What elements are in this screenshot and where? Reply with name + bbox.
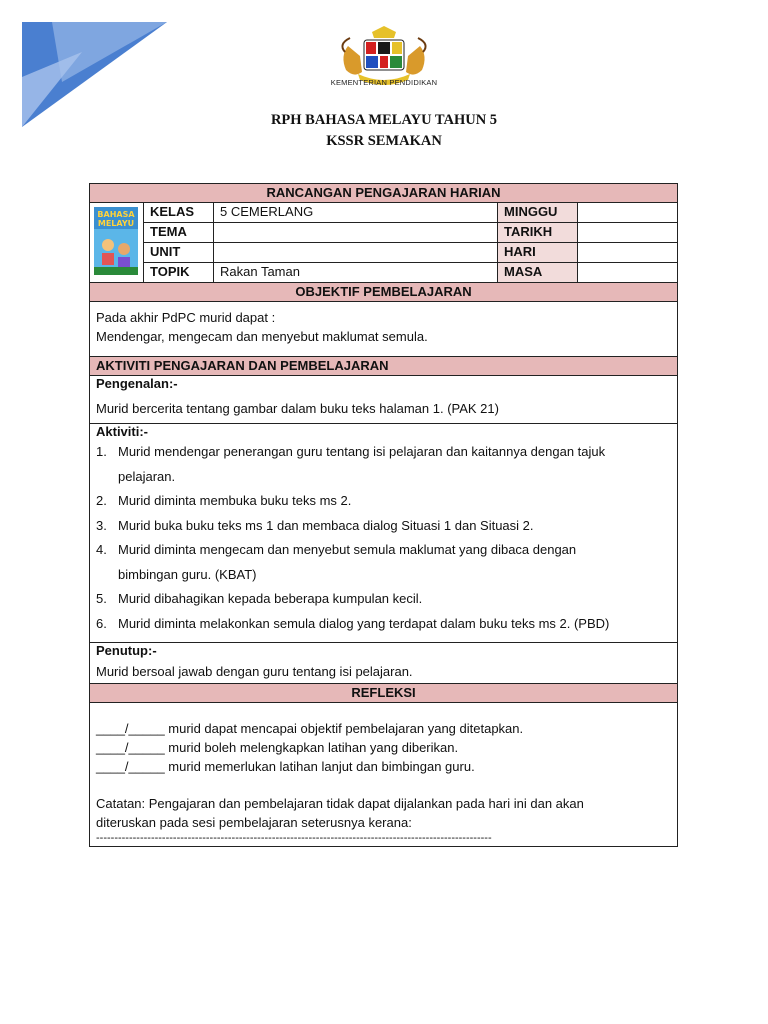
activities-heading: AKTIVITI PENGAJARAN DAN PEMBELAJARAN: [90, 357, 678, 376]
list-item: 4. Murid diminta mengecam dan menyebut semula maklumat yang dibaca dengan bimbingan guru. (KBAT): [96, 542, 577, 582]
introduction-text: Murid bercerita tentang gambar dalam buku teks halaman 1. (PAK 21): [96, 401, 499, 416]
plan-heading: RANCANGAN PENGAJARAN HARIAN: [90, 184, 678, 203]
label-masa: MASA: [498, 263, 578, 283]
label-kelas: KELAS: [144, 203, 214, 223]
svg-text:BAHASA: BAHASA: [97, 210, 135, 219]
value-tema: [214, 223, 498, 243]
introduction-heading: Pengenalan:-: [96, 376, 178, 391]
value-masa: [578, 263, 678, 283]
objective-line: Mendengar, mengecam dan menyebut maklumat semula.: [96, 329, 428, 344]
ministry-name: KEMENTERIAN PENDIDIKAN: [330, 78, 438, 87]
activity-list: [96, 440, 671, 636]
document-title: RPH BAHASA MELAYU TAHUN 5: [270, 112, 498, 128]
objective-line: Pada akhir PdPC murid dapat :: [96, 310, 276, 325]
objective-heading: OBJEKTIF PEMBELAJARAN: [90, 283, 678, 302]
value-hari: [578, 243, 678, 263]
reflection-body: [90, 703, 678, 847]
introduction-section: [90, 376, 678, 424]
value-topik: Rakan Taman: [214, 263, 498, 283]
label-tema: TEMA: [144, 223, 214, 243]
list-item: 6. Murid diminta melakonkan semula dialog yang terdapat dalam buku teks ms 2. (PBD): [96, 615, 610, 631]
document-subtitle: KSSR SEMAKAN: [326, 133, 442, 149]
list-item: 2. Murid diminta membuka buku teks ms 2.: [96, 493, 352, 508]
reflection-line: ____/_____ murid dapat mencapai objektif pembelajaran yang ditetapkan.: [96, 721, 524, 736]
closing-heading: Penutup:-: [96, 643, 157, 658]
value-unit: [214, 243, 498, 263]
reflection-line: ____/_____ murid boleh melengkapkan latihan yang diberikan.: [96, 740, 459, 755]
book-cover-image: [92, 205, 140, 277]
dashed-line: ------------------------------------------------------------------------------------------------------------: [96, 832, 492, 844]
label-hari: HARI: [498, 243, 578, 263]
label-topik: TOPIK: [144, 263, 214, 283]
lesson-plan-table: [89, 183, 678, 847]
value-kelas: 5 CEMERLANG: [214, 203, 498, 223]
label-minggu: MINGGU: [498, 203, 578, 223]
value-minggu: [578, 203, 678, 223]
activity-heading: Aktiviti:-: [96, 424, 148, 439]
objective-body: [90, 302, 678, 357]
note-line: diteruskan pada sesi pembelajaran seterusnya kerana:: [96, 815, 412, 830]
svg-text:MELAYU: MELAYU: [97, 219, 135, 228]
reflection-heading: REFLEKSI: [90, 684, 678, 703]
list-item: 5. Murid dibahagikan kepada beberapa kumpulan kecil.: [96, 591, 423, 606]
closing-section: [90, 643, 678, 684]
reflection-line: ____/_____ murid memerlukan latihan lanjut dan bimbingan guru.: [96, 759, 475, 774]
list-item: 1. Murid mendengar penerangan guru tentang isi pelajaran dan kaitannya dengan tajuk pelajaran.: [96, 444, 606, 484]
activity-section: [90, 424, 678, 643]
list-item: 3. Murid buka buku teks ms 1 dan membaca dialog Situasi 1 dan Situasi 2.: [96, 517, 534, 533]
book-cover-cell: [90, 203, 144, 283]
label-tarikh: TARIKH: [498, 223, 578, 243]
closing-text: Murid bersoal jawab dengan guru tentang isi pelajaran.: [96, 664, 413, 679]
label-unit: UNIT: [144, 243, 214, 263]
value-tarikh: [578, 223, 678, 243]
note-line: Catatan: Pengajaran dan pembelajaran tidak dapat dijalankan pada hari ini dan akan: [96, 796, 584, 811]
